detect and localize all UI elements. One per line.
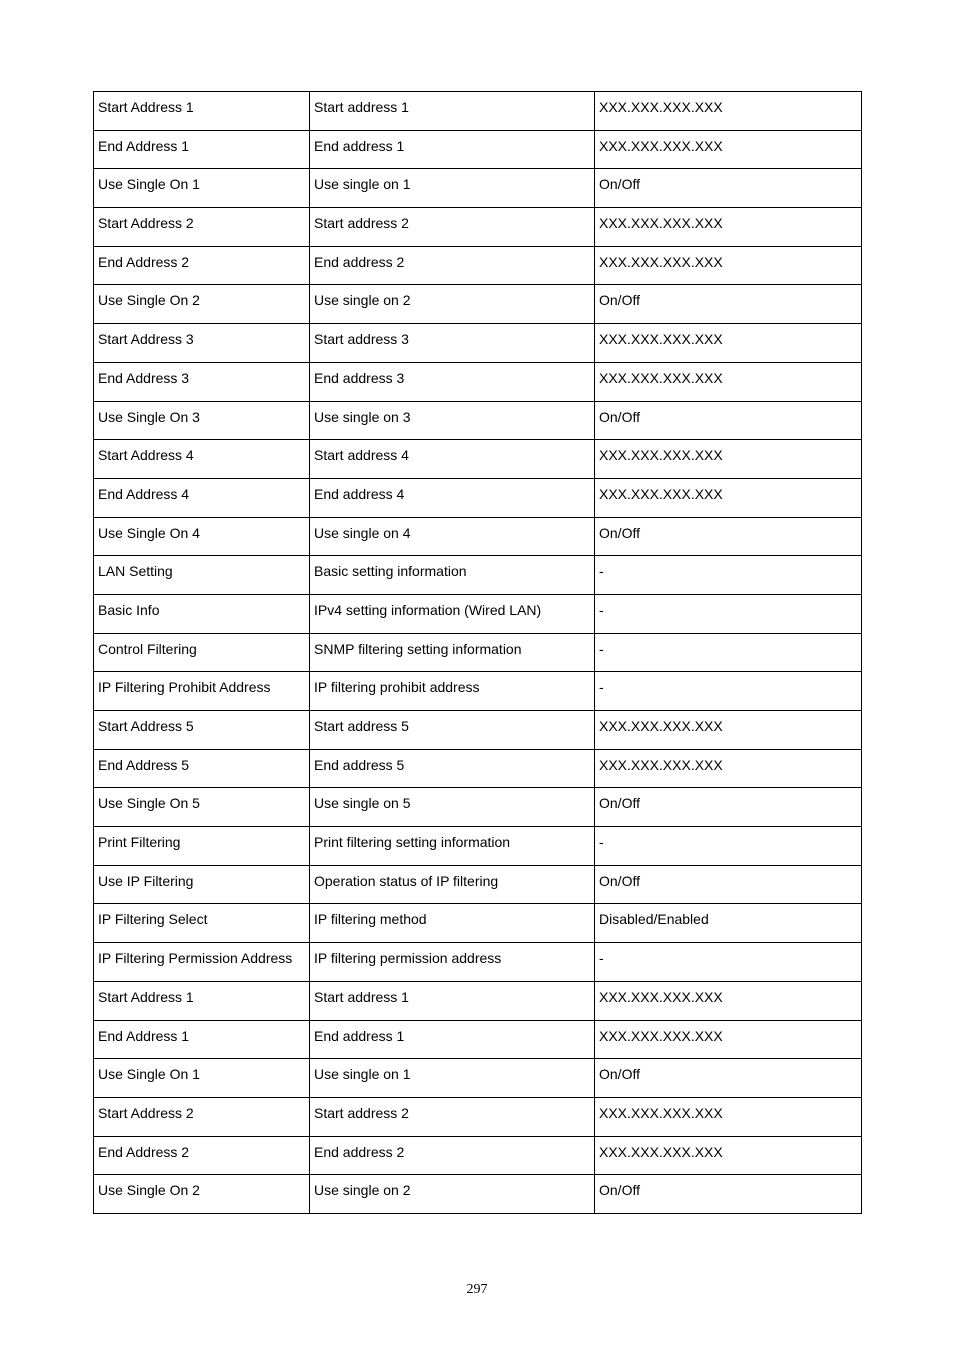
setting-name-cell: Use Single On 3 — [94, 401, 310, 440]
setting-description-cell: Use single on 2 — [310, 1175, 595, 1214]
table-row — [94, 865, 862, 904]
setting-value-cell: - — [595, 827, 862, 866]
table-row — [94, 556, 862, 595]
setting-description-cell: Start address 1 — [310, 981, 595, 1020]
table-row — [94, 169, 862, 208]
setting-value-cell: XXX.XXX.XXX.XXX — [595, 981, 862, 1020]
setting-name-cell: Start Address 3 — [94, 324, 310, 363]
setting-description-cell: End address 1 — [310, 130, 595, 169]
table-row — [94, 711, 862, 750]
setting-name-cell: End Address 2 — [94, 246, 310, 285]
setting-value-cell: - — [595, 594, 862, 633]
setting-description-cell: End address 2 — [310, 246, 595, 285]
setting-value-cell: On/Off — [595, 1175, 862, 1214]
setting-value-cell: XXX.XXX.XXX.XXX — [595, 1097, 862, 1136]
setting-value-cell: XXX.XXX.XXX.XXX — [595, 749, 862, 788]
setting-value-cell: On/Off — [595, 169, 862, 208]
setting-name-cell: End Address 1 — [94, 1020, 310, 1059]
setting-description-cell: IP filtering permission address — [310, 943, 595, 982]
table-row — [94, 943, 862, 982]
setting-description-cell: End address 3 — [310, 362, 595, 401]
setting-value-cell: XXX.XXX.XXX.XXX — [595, 362, 862, 401]
setting-name-cell: Use Single On 5 — [94, 788, 310, 827]
setting-value-cell: On/Off — [595, 401, 862, 440]
settings-table-body — [94, 92, 862, 1214]
setting-name-cell: Start Address 2 — [94, 208, 310, 247]
table-row — [94, 92, 862, 131]
setting-value-cell: XXX.XXX.XXX.XXX — [595, 478, 862, 517]
setting-description-cell: Use single on 4 — [310, 517, 595, 556]
table-row — [94, 594, 862, 633]
table-row — [94, 285, 862, 324]
setting-description-cell: Start address 1 — [310, 92, 595, 131]
setting-value-cell: - — [595, 672, 862, 711]
table-row — [94, 1175, 862, 1214]
table-row — [94, 749, 862, 788]
table-row — [94, 981, 862, 1020]
setting-name-cell: Use IP Filtering — [94, 865, 310, 904]
table-row — [94, 517, 862, 556]
setting-value-cell: On/Off — [595, 865, 862, 904]
setting-value-cell: Disabled/Enabled — [595, 904, 862, 943]
setting-name-cell: Print Filtering — [94, 827, 310, 866]
setting-name-cell: IP Filtering Select — [94, 904, 310, 943]
setting-name-cell: End Address 2 — [94, 1136, 310, 1175]
setting-description-cell: Print filtering setting information — [310, 827, 595, 866]
setting-description-cell: End address 2 — [310, 1136, 595, 1175]
table-row — [94, 208, 862, 247]
setting-name-cell: Start Address 1 — [94, 92, 310, 131]
setting-value-cell: XXX.XXX.XXX.XXX — [595, 130, 862, 169]
setting-value-cell: - — [595, 633, 862, 672]
setting-value-cell: On/Off — [595, 517, 862, 556]
setting-name-cell: End Address 1 — [94, 130, 310, 169]
table-row — [94, 827, 862, 866]
table-row — [94, 130, 862, 169]
setting-name-cell: IP Filtering Permission Address — [94, 943, 310, 982]
setting-description-cell: Start address 5 — [310, 711, 595, 750]
setting-value-cell: XXX.XXX.XXX.XXX — [595, 1020, 862, 1059]
setting-value-cell: XXX.XXX.XXX.XXX — [595, 92, 862, 131]
table-row — [94, 362, 862, 401]
setting-name-cell: End Address 4 — [94, 478, 310, 517]
setting-description-cell: Start address 3 — [310, 324, 595, 363]
setting-name-cell: IP Filtering Prohibit Address — [94, 672, 310, 711]
setting-name-cell: End Address 5 — [94, 749, 310, 788]
table-row — [94, 440, 862, 479]
setting-value-cell: XXX.XXX.XXX.XXX — [595, 246, 862, 285]
setting-description-cell: Use single on 1 — [310, 1059, 595, 1098]
setting-name-cell: Start Address 1 — [94, 981, 310, 1020]
setting-description-cell: IP filtering prohibit address — [310, 672, 595, 711]
table-row — [94, 788, 862, 827]
table-row — [94, 633, 862, 672]
setting-name-cell: Use Single On 1 — [94, 1059, 310, 1098]
setting-value-cell: On/Off — [595, 788, 862, 827]
setting-value-cell: XXX.XXX.XXX.XXX — [595, 208, 862, 247]
setting-value-cell: - — [595, 556, 862, 595]
setting-description-cell: SNMP filtering setting information — [310, 633, 595, 672]
setting-description-cell: Start address 2 — [310, 1097, 595, 1136]
table-row — [94, 672, 862, 711]
setting-value-cell: XXX.XXX.XXX.XXX — [595, 440, 862, 479]
setting-name-cell: Control Filtering — [94, 633, 310, 672]
page-number: 297 — [466, 1282, 488, 1297]
table-row — [94, 478, 862, 517]
setting-name-cell: LAN Setting — [94, 556, 310, 595]
setting-name-cell: Use Single On 2 — [94, 285, 310, 324]
table-row — [94, 1097, 862, 1136]
setting-name-cell: Start Address 4 — [94, 440, 310, 479]
setting-name-cell: Start Address 2 — [94, 1097, 310, 1136]
setting-description-cell: Operation status of IP filtering — [310, 865, 595, 904]
setting-description-cell: Use single on 3 — [310, 401, 595, 440]
settings-table — [93, 91, 862, 1214]
setting-description-cell: End address 5 — [310, 749, 595, 788]
table-row — [94, 904, 862, 943]
table-row — [94, 1136, 862, 1175]
setting-name-cell: Start Address 5 — [94, 711, 310, 750]
setting-name-cell: End Address 3 — [94, 362, 310, 401]
setting-value-cell: - — [595, 943, 862, 982]
setting-value-cell: On/Off — [595, 1059, 862, 1098]
table-row — [94, 1020, 862, 1059]
setting-description-cell: IP filtering method — [310, 904, 595, 943]
table-row — [94, 324, 862, 363]
table-row — [94, 246, 862, 285]
setting-description-cell: Use single on 5 — [310, 788, 595, 827]
setting-name-cell: Basic Info — [94, 594, 310, 633]
setting-value-cell: XXX.XXX.XXX.XXX — [595, 1136, 862, 1175]
setting-description-cell: IPv4 setting information (Wired LAN) — [310, 594, 595, 633]
setting-name-cell: Use Single On 4 — [94, 517, 310, 556]
setting-description-cell: Basic setting information — [310, 556, 595, 595]
setting-name-cell: Use Single On 2 — [94, 1175, 310, 1214]
setting-name-cell: Use Single On 1 — [94, 169, 310, 208]
table-row — [94, 401, 862, 440]
setting-description-cell: End address 4 — [310, 478, 595, 517]
setting-value-cell: XXX.XXX.XXX.XXX — [595, 711, 862, 750]
setting-description-cell: Use single on 1 — [310, 169, 595, 208]
setting-description-cell: End address 1 — [310, 1020, 595, 1059]
setting-description-cell: Start address 2 — [310, 208, 595, 247]
setting-value-cell: XXX.XXX.XXX.XXX — [595, 324, 862, 363]
setting-value-cell: On/Off — [595, 285, 862, 324]
table-row — [94, 1059, 862, 1098]
setting-description-cell: Start address 4 — [310, 440, 595, 479]
setting-description-cell: Use single on 2 — [310, 285, 595, 324]
